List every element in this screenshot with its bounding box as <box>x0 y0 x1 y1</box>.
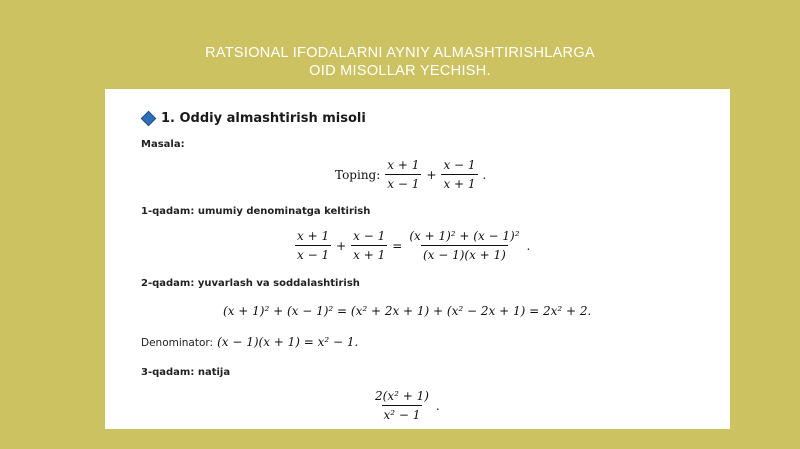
step1-period: . <box>526 238 531 253</box>
step1-fraction-1 <box>295 229 331 262</box>
find-fraction-1 <box>385 158 421 191</box>
step3-label: 3-qadam: natija <box>141 367 231 378</box>
step1-fraction-1-denominator: x − 1 <box>295 245 331 262</box>
step1-result-fraction <box>407 229 521 262</box>
slide-title-line-1: RATSIONAL IFODALARNI AYNIY ALMASHTIRISHLARGA <box>205 45 595 61</box>
slide-title <box>0 44 800 80</box>
denominator-equation: (x − 1)(x + 1) = x² − 1. <box>217 335 359 349</box>
step1-fraction-2-denominator: x + 1 <box>351 245 387 262</box>
step1-fraction-2 <box>351 229 387 262</box>
result-denominator: x² − 1 <box>382 405 423 422</box>
find-fraction-2-denominator: x + 1 <box>441 174 477 191</box>
step1-equation <box>295 229 530 262</box>
find-expression <box>335 158 486 191</box>
denominator-word: Denominator: <box>141 337 214 349</box>
find-fraction-2-numerator: x − 1 <box>443 158 476 172</box>
step1-result-numerator: (x + 1)² + (x − 1)² <box>409 229 520 243</box>
find-word: Toping: <box>335 167 381 182</box>
find-fraction-2 <box>441 158 477 191</box>
result-period: . <box>435 398 440 413</box>
step2-equation <box>223 304 591 318</box>
result-fraction <box>373 389 431 422</box>
step1-plus: + <box>336 238 347 253</box>
step1-equals: = <box>392 238 403 253</box>
step1-result-denominator: (x − 1)(x + 1) <box>421 245 508 262</box>
result-expression <box>373 389 440 422</box>
content-card <box>105 89 730 429</box>
diamond-bullet-icon <box>141 111 157 127</box>
find-plus: + <box>426 167 437 182</box>
result-numerator: 2(x² + 1) <box>375 389 429 403</box>
step1-fraction-1-numerator: x + 1 <box>297 229 330 243</box>
find-fraction-1-denominator: x − 1 <box>385 174 421 191</box>
masala-label: Masala: <box>141 139 185 150</box>
step2-equation-text: (x + 1)² + (x − 1)² = (x² + 2x + 1) + (x² − 2x + 1) = 2x² + 2. <box>223 304 592 318</box>
section-heading-text: 1. Oddiy almashtirish misoli <box>161 111 366 126</box>
denominator-line <box>141 335 358 349</box>
step2-label: 2-qadam: yuvarlash va soddalashtirish <box>141 278 360 289</box>
section-heading <box>143 111 366 126</box>
find-fraction-1-numerator: x + 1 <box>387 158 420 172</box>
slide-title-line-2: OID MISOLLAR YECHISH. <box>309 63 491 79</box>
find-period: . <box>482 167 487 182</box>
step1-fraction-2-numerator: x − 1 <box>353 229 386 243</box>
step1-label: 1-qadam: umumiy denominatga keltirish <box>141 206 371 217</box>
